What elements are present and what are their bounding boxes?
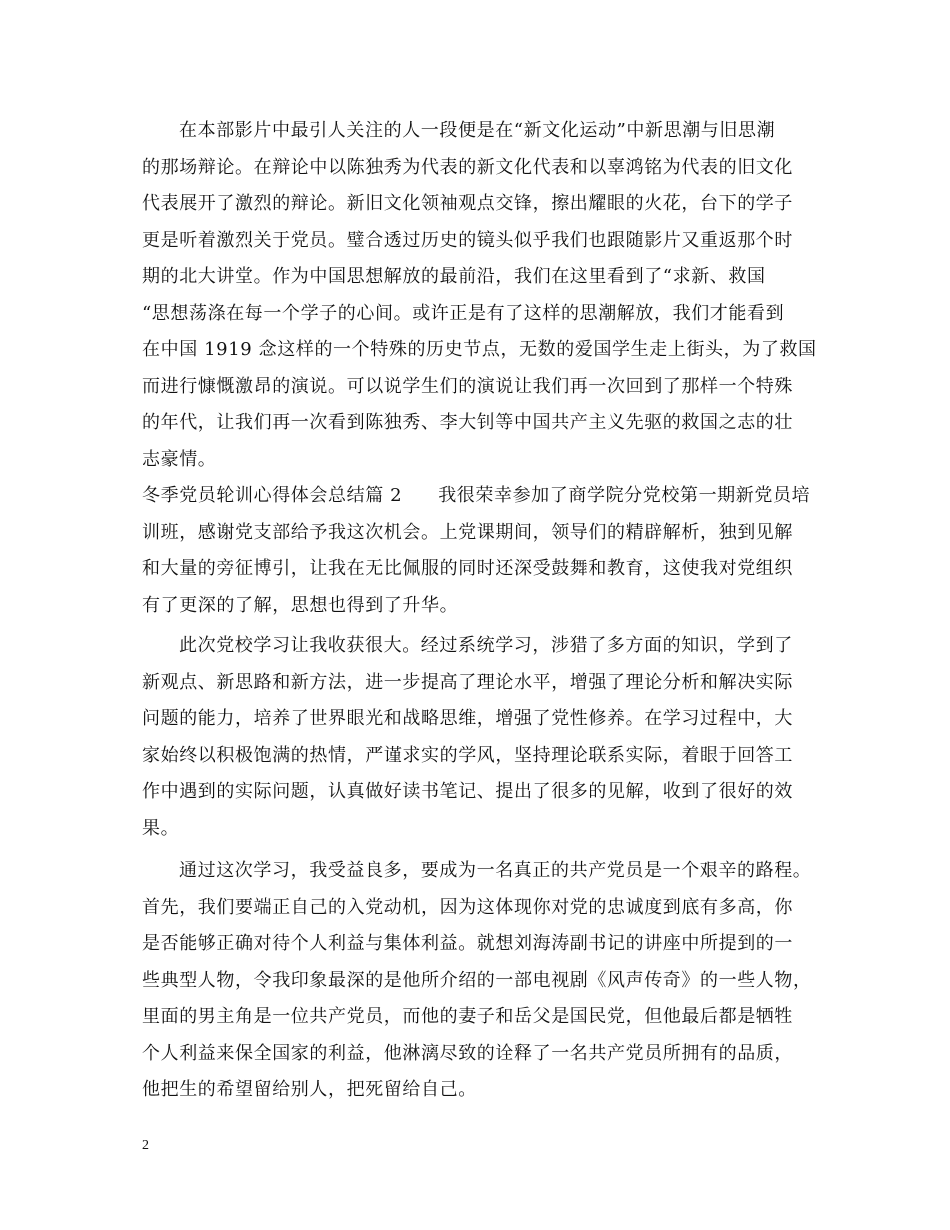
section-title: 冬季党员轮训心得体会总结篇 2 [142,485,403,506]
document-body [142,113,817,1109]
paragraph-line: 期的北大讲堂。作为中国思想解放的最前沿，我们在这里看到了“求新、救国 [142,266,766,287]
paragraph-line: 更是听着激烈关于党员。璧合透过历史的镜头似乎我们也跟随影片又重返那个时 [142,229,793,251]
paragraph-line: 新观点、新思路和新方法，进一步提高了理论水平，增强了理论分析和解决实际 [142,671,793,693]
paragraph-line: 志豪情。 [142,448,217,470]
title-line [142,478,811,515]
paragraph-line: 他把生的希望留给别人，把死留给自己。 [142,1079,477,1100]
paragraph-line: 有了更深的了解，思想也得到了升华。 [142,594,459,616]
paragraph-line: 在中国 1919 念这样的一个特殊的历史节点，无数的爱国学生走上街头，为了救国 [142,339,817,360]
paragraph-line-start: 我很荣幸参加了商学院分党校第一期新党员培 [438,485,811,506]
paragraph-line: 果。 [142,817,180,839]
paragraph-4 [142,853,812,1109]
paragraph-line: 训班，感谢党支部给予我这次机会。上党课期间，领导们的精辟解析，独到见解 [142,521,793,543]
paragraph-line: 而进行慷慨激昂的演说。可以说学生们的演说让我们再一次回到了那样一个特殊 [142,375,793,397]
paragraph-line: 的那场辩论。在辩论中以陈独秀为代表的新文化代表和以辜鸿铭为代表的旧文化 [142,156,793,178]
paragraph-line: 作中遇到的实际问题，认真做好读书笔记、提出了很多的见解，收到了很好的效 [142,781,793,802]
paragraph-line: 在本部影片中最引人关注的人一段便是在“新文化运动”中新思潮与旧思潮 [179,120,776,141]
paragraph-line: 家始终以积极饱满的热情，严谨求实的学风，坚持理论联系实际，着眼于回答工 [142,744,793,766]
paragraph-line: “思想荡涤在每一个学子的心间。或许正是有了这样的思潮解放，我们才能看到 [142,302,785,324]
paragraph-line: 个人利益来保全国家的利益，他淋漓尽致的诠释了一名共产党员所拥有的品质， [142,1042,793,1064]
paragraph-line: 首先，我们要端正自己的入党动机，因为这体现你对党的忠诚度到底有多高，你 [142,896,793,918]
paragraph-line: 代表展开了激烈的辩论。新旧文化领袖观点交锋，擦出耀眼的火花，台下的学子 [142,193,793,214]
paragraph-line: 和大量的旁征博引，让我在无比佩服的同时还深受鼓舞和教育，这使我对党组织 [142,558,793,579]
paragraph-line: 通过这次学习，我受益良多，要成为一名真正的共产党员是一个艰辛的路程。 [179,860,812,881]
paragraph-line: 问题的能力，培养了世界眼光和战略思维，增强了党性修养。在学习过程中，大 [142,708,793,729]
paragraph-3 [142,628,807,847]
paragraph-2 [142,478,811,624]
paragraph-1 [142,113,817,478]
paragraph-line: 是否能够正确对待个人利益与集体利益。就想刘海涛副书记的讲座中所提到的一 [142,933,793,954]
paragraph-line: 此次党校学习让我收获很大。经过系统学习，涉猎了多方面的知识，学到了 [179,635,793,656]
paragraph-line: 些典型人物，令我印象最深的是他所介绍的一部电视剧《风声传奇》的一些人物， [142,969,812,991]
page-number: 2 [142,1138,149,1153]
paragraph-line: 里面的男主角是一位共产党员，而他的妻子和岳父是国民党，但他最后都是牺牲 [142,1006,793,1027]
paragraph-line: 的年代，让我们再一次看到陈独秀、李大钊等中国共产主义先驱的救国之志的壮 [142,412,793,433]
